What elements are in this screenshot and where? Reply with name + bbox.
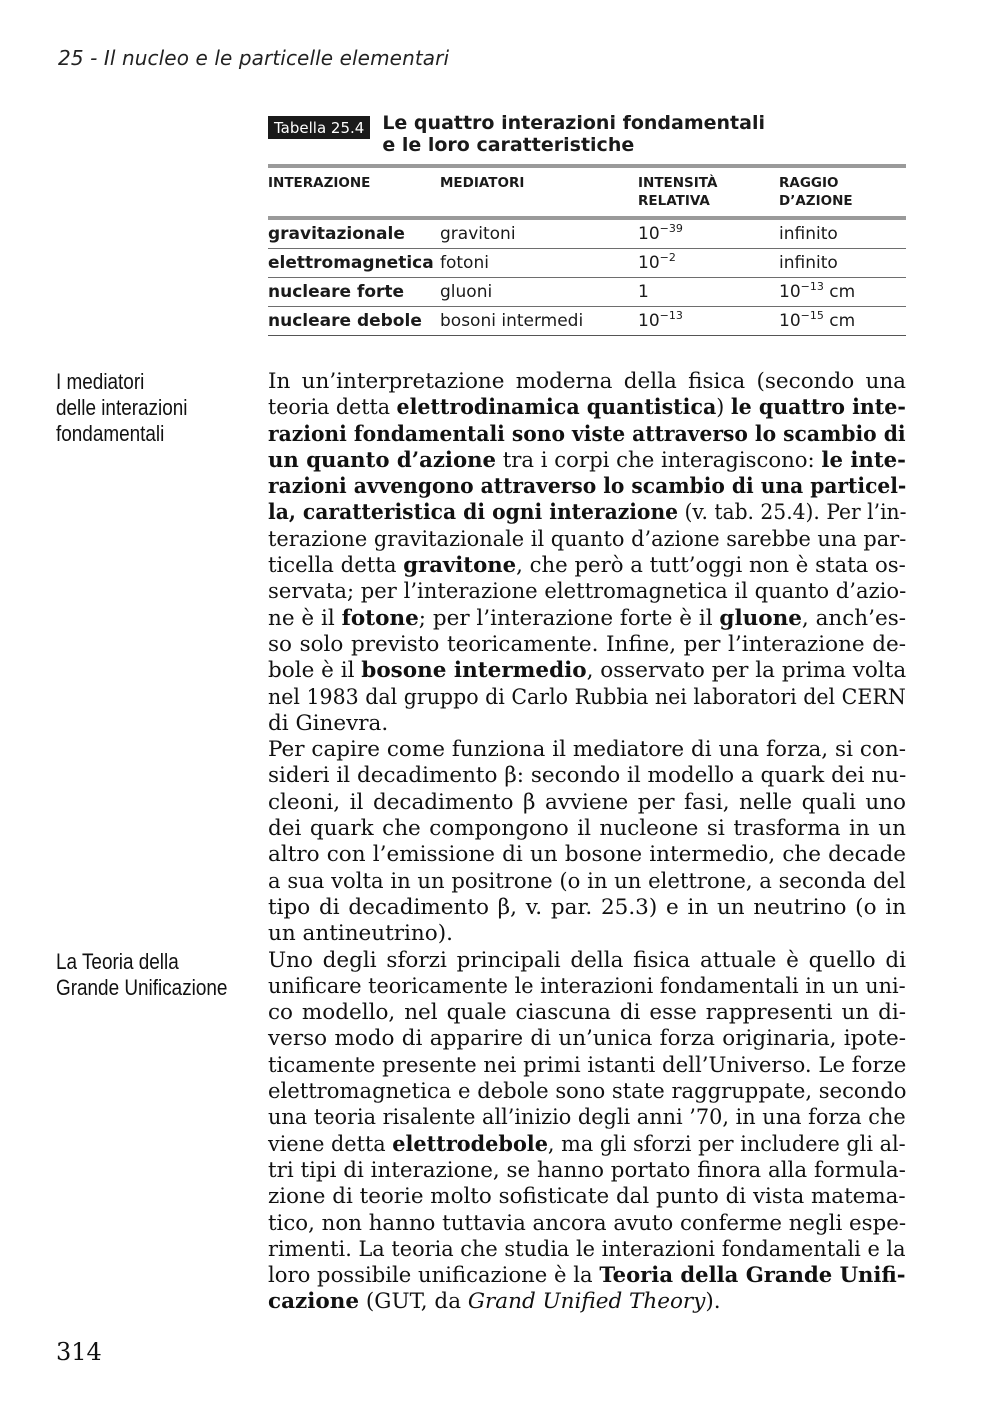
running-head: 25 - Il nucleo e le particelle elementari <box>58 46 450 70</box>
cell-intensita: $10^{-13}$ <box>638 307 779 336</box>
header-raggio: RAGGIO D’AZIONE <box>779 168 906 218</box>
text-line: ne è il fotone; per l’interazione forte è il gluone, anch’es- <box>268 605 906 631</box>
interactions-table <box>268 168 906 336</box>
table-caption <box>268 112 906 156</box>
text-line: dei quark che compongono il nucleone si trasforma in un <box>268 816 906 842</box>
cell-raggio: $10^{-15}$ cm <box>779 307 906 336</box>
cell-mediatori: bosoni intermedi <box>440 307 638 336</box>
text-line: tico, non hanno tuttavia ancora avuto conferme negli espe- <box>268 1210 907 1236</box>
text-line: sideri il decadimento β: secondo il modello a quark dei nu- <box>268 763 907 789</box>
cell-interazione: nucleare debole <box>268 307 440 336</box>
text-line: co modello, nel quale ciascuna di esse rappresenti un di- <box>268 1000 906 1026</box>
text-line: viene detta elettrodebole, ma gli sforzi per includere gli al- <box>268 1131 906 1157</box>
table-row <box>268 218 906 249</box>
cell-mediatori: fotoni <box>440 249 638 278</box>
cell-raggio: $10^{-13}$ cm <box>779 278 906 307</box>
cell-raggio: infinito <box>779 249 906 278</box>
text-line: un quanto d’azione tra i corpi che interagiscono: le inte- <box>268 447 906 473</box>
cell-interazione: elettromagnetica <box>268 249 440 278</box>
text-line: loro possibile unificazione è la Teoria della Grande Unifi- <box>268 1263 906 1289</box>
text-line: una teoria risalente all’inizio degli anni ’70, in una forza che <box>268 1105 906 1131</box>
page-number: 314 <box>56 1338 102 1366</box>
text-line: la, caratteristica di ogni interazione (v. tab. 25.4). Per l’in- <box>268 500 907 526</box>
text-line: teoria detta elettrodinamica quantistica) le quattro inte- <box>268 395 906 421</box>
cell-intensita: $10^{-39}$ <box>638 218 779 249</box>
text-line: altro con l’emissione di un bosone intermedio, che decade <box>268 842 906 868</box>
table-25-4 <box>268 112 906 336</box>
text-line: zione di teorie molto sofisticate dal punto di vista matema- <box>268 1184 906 1210</box>
table-row <box>268 249 906 278</box>
side-note-gut: La Teoria della Grande Unificazione <box>56 949 228 1000</box>
table-title-line: e le loro caratteristiche <box>382 134 635 156</box>
body-text <box>268 369 906 1316</box>
text-line: verso modo di apparire di un’unica forza originaria, ipote- <box>268 1026 906 1052</box>
text-line: cleoni, il decadimento β avviene per fasi, nelle quali uno <box>268 789 906 815</box>
text-line: razioni avvengono attraverso lo scambio di una particel- <box>268 474 907 500</box>
cell-intensita: 1 <box>638 278 779 307</box>
cell-interazione: nucleare forte <box>268 278 440 307</box>
table-row <box>268 278 906 307</box>
table-header-row <box>268 168 906 218</box>
table-title <box>382 112 765 156</box>
text-line: Uno degli sforzi principali della fisica attuale è quello di <box>268 947 906 973</box>
header-intensita: INTENSITÀ RELATIVA <box>638 168 779 218</box>
cell-mediatori: gravitoni <box>440 218 638 249</box>
text-line: ticamente presente nei primi istanti dell’Universo. Le forze <box>268 1052 907 1078</box>
text-line: tri tipi di interazione, se hanno portato finora alla formula- <box>268 1157 906 1183</box>
text-line: a sua volta in un positrone (o in un elettrone, a seconda del <box>268 868 906 894</box>
table-row <box>268 307 906 336</box>
text-line: Per capire come funziona il mediatore di una forza, si con- <box>268 737 906 763</box>
side-note-mediatori: I mediatori delle interazioni fondamentali <box>56 369 188 446</box>
cell-interazione: gravitazionale <box>268 218 440 249</box>
cell-intensita: $10^{-2}$ <box>638 249 779 278</box>
text-line: servata; per l’interazione elettromagnetica il quanto d’azio- <box>268 579 907 605</box>
text-line: tipo di decadimento β, v. par. 25.3) e in un neutrino (o in <box>268 894 906 920</box>
table-label: Tabella 25.4 <box>268 116 370 139</box>
cell-raggio: infinito <box>779 218 906 249</box>
text-line: unificare teoricamente le interazioni fondamentali in un uni- <box>268 973 906 999</box>
text-line: ticella detta gravitone, che però a tutt’oggi non è stata os- <box>268 553 906 579</box>
cell-mediatori: gluoni <box>440 278 638 307</box>
text-line: rimenti. La teoria che studia le interazioni fondamentali e la <box>268 1236 906 1262</box>
text-line: nel 1983 dal gruppo di Carlo Rubbia nei laboratori del CERN <box>268 684 906 710</box>
header-interazione: INTERAZIONE <box>268 168 440 218</box>
text-line: bole è il bosone intermedio, osservato per la prima volta <box>268 658 907 684</box>
text-line: so solo previsto teoricamente. Infine, per l’interazione de- <box>268 631 906 657</box>
text-line: un antineutrino). <box>268 921 453 947</box>
text-line: razioni fondamentali sono viste attraverso lo scambio di <box>268 421 906 447</box>
text-line: terazione gravitazionale il quanto d’azione sarebbe una par- <box>268 526 907 552</box>
text-line: cazione (GUT, da Grand Unified Theory). <box>268 1289 721 1315</box>
text-line: elettromagnetica e debole sono state raggruppate, secondo <box>268 1079 907 1105</box>
text-line: di Ginevra. <box>268 710 389 736</box>
text-line: In un’interpretazione moderna della fisica (secondo una <box>268 369 906 394</box>
table-title-line: Le quattro interazioni fondamentali <box>382 112 765 134</box>
header-mediatori: MEDIATORI <box>440 168 638 218</box>
